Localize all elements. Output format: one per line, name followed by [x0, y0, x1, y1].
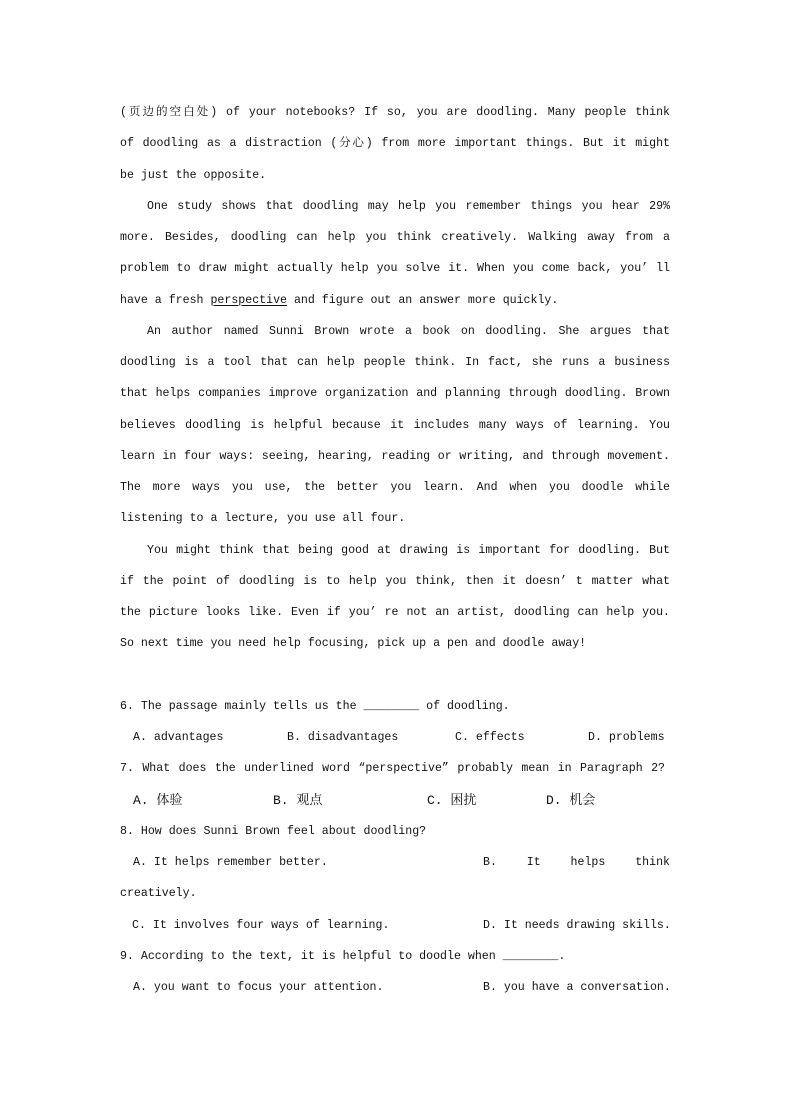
blank-line [120, 660, 670, 691]
passage-line: be just the opposite. [120, 168, 267, 182]
passage-line: The more ways you use, the better you learn. And when you doodle while [120, 481, 670, 494]
passage-line: listening to a lecture, you use all four. [120, 512, 406, 526]
option-a: A. It helps remember better. [133, 856, 328, 869]
option-b: B. 观点 [273, 792, 323, 808]
option-a: A. advantages [133, 731, 224, 744]
option-b [483, 847, 670, 878]
question-options [120, 847, 670, 878]
passage-line: You might think that being good at drawing is important for doodling. But [147, 543, 670, 557]
question-options [120, 722, 670, 753]
option-c: C. It involves four ways of learning. [132, 918, 390, 932]
option-d: D. problems [588, 731, 665, 744]
option-b-text: B. It helps think [483, 856, 670, 869]
passage-line: So next time you need help focusing, pick up a pen and doodle away! [120, 637, 587, 651]
option-a: A. 体验 [133, 792, 183, 808]
question-stem: 6. The passage mainly tells us the ________ of doodling. [120, 699, 510, 713]
passage-line [120, 285, 670, 316]
paragraph-4 [120, 535, 670, 660]
passage-line: more. Besides, doodling can help you think creatively. Walking away from a [120, 231, 670, 244]
line-text: and figure out an answer more quickly. [293, 293, 559, 307]
option-a: A. you want to focus your attention. [133, 981, 384, 994]
question-stem: 7. What does the underlined word “perspective” probably mean in Paragraph 2? [120, 762, 665, 776]
passage-line: doodling is a tool that can help people think. In fact, she runs a business [120, 356, 670, 369]
option-b: B. you have a conversation. [483, 981, 671, 994]
underlined-word: perspective [210, 293, 287, 307]
passage-line: the picture looks like. Even if you’ re not an artist, doodling can help you. [120, 606, 670, 619]
question-options [120, 910, 670, 941]
paragraph-3 [120, 316, 670, 535]
passage-line: problem to draw might actually help you solve it. When you come back, you’ ll [120, 262, 670, 276]
document-content [120, 97, 670, 1003]
question-7 [120, 753, 670, 816]
passage-line: of doodling as a distraction (分心) from more important things. But it might [120, 137, 670, 151]
passage-line: if the point of doodling is to help you think, then it doesn’ t matter what [120, 574, 670, 588]
passage-line: (页边的空白处) of your notebooks? If so, you are doodling. Many people think [120, 106, 670, 119]
question-8 [120, 816, 670, 941]
question-9 [120, 941, 670, 1004]
question-options [120, 972, 670, 1003]
passage-line: An author named Sunni Brown wrote a book on doodling. She argues that [147, 324, 670, 338]
option-b-continuation: creatively. [120, 887, 197, 901]
option-c: C. 困扰 [427, 792, 477, 808]
option-d: D. It needs drawing skills. [483, 918, 671, 932]
line-text: have a fresh [120, 293, 204, 307]
passage-line: that helps companies improve organization and planning through doodling. Brown [120, 387, 670, 401]
option-b: B. disadvantages [287, 731, 399, 744]
question-6 [120, 691, 670, 754]
passage-line: believes doodling is helpful because it includes many ways of learning. You [120, 418, 670, 432]
option-d: D. 机会 [546, 792, 596, 808]
question-options [120, 785, 670, 816]
question-stem: 8. How does Sunni Brown feel about doodling? [120, 824, 427, 838]
passage-line: One study shows that doodling may help you remember things you hear 29% [147, 199, 670, 213]
question-stem: 9. According to the text, it is helpful to doodle when ________. [120, 949, 566, 963]
passage-line: learn in four ways: seeing, hearing, reading or writing, and through movement. [120, 449, 670, 463]
paragraph-2 [120, 191, 670, 316]
paragraph-1 [120, 97, 670, 191]
option-c: C. effects [455, 731, 525, 744]
